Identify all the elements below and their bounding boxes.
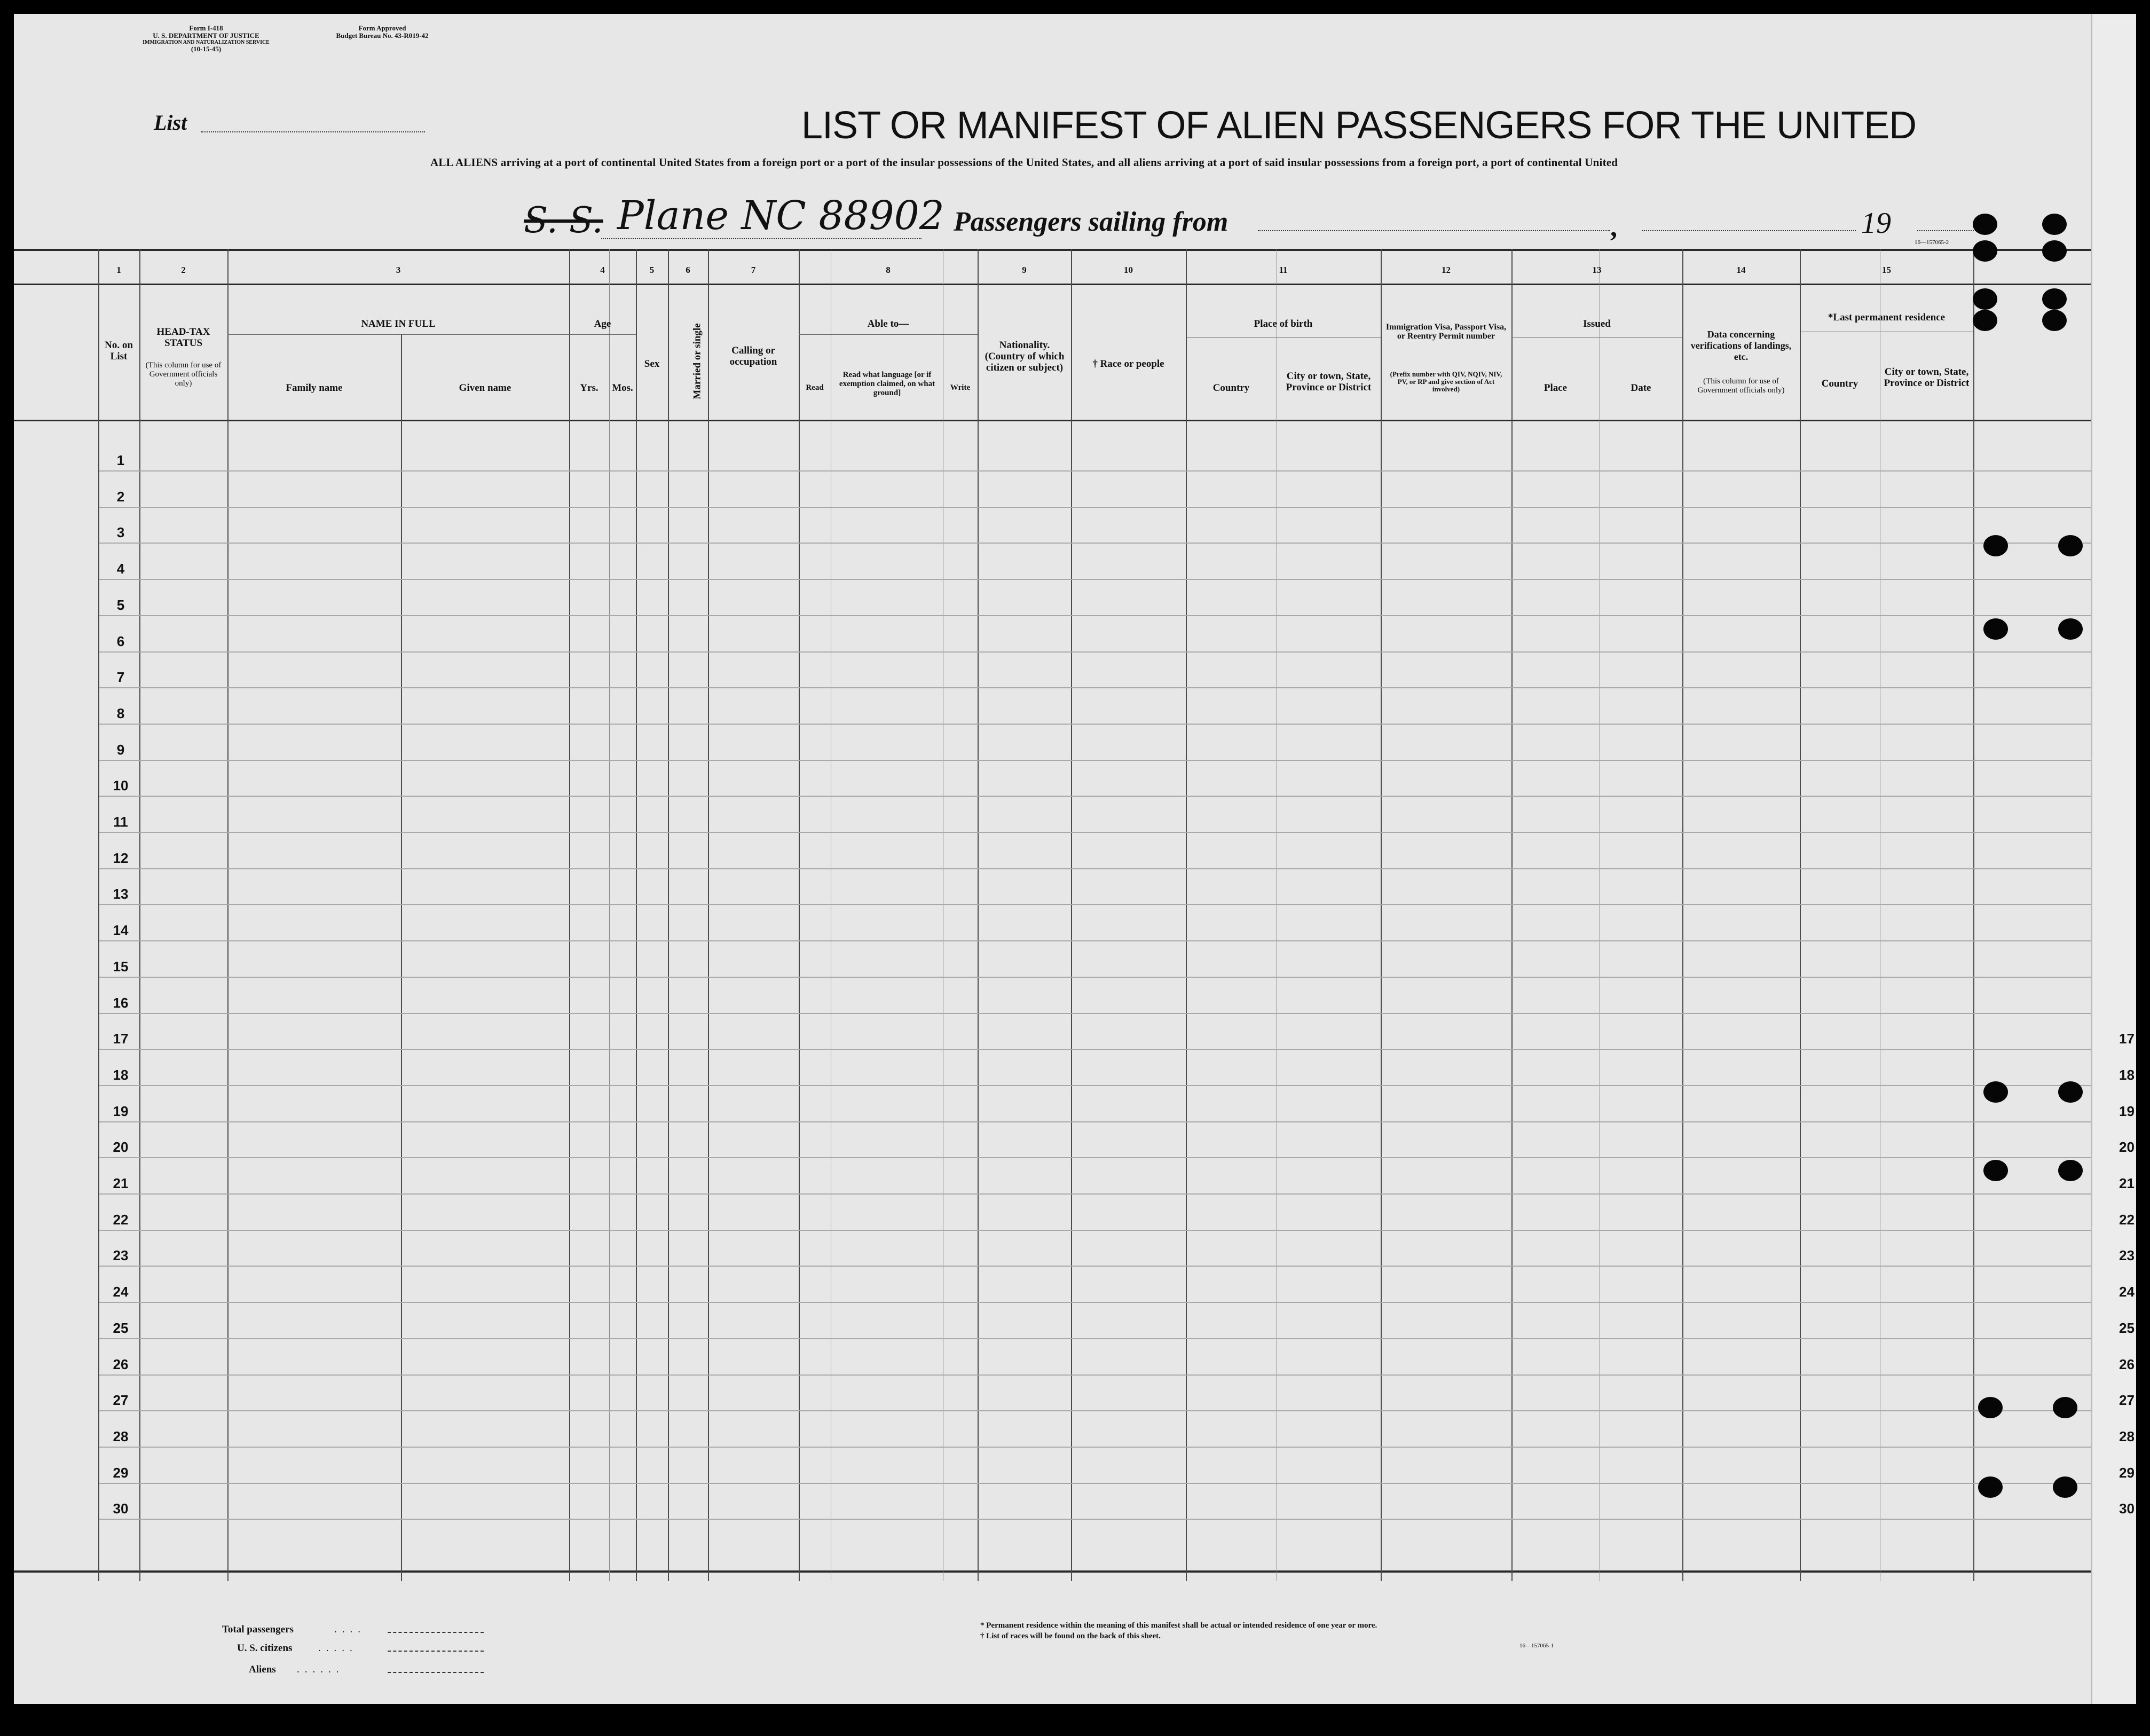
col-sex: Sex [644, 358, 660, 370]
col-birth-city: City or town, State, Province or District [1286, 371, 1372, 393]
punch-hole [2042, 214, 2067, 235]
table-row[interactable] [99, 615, 2099, 616]
col-line [1186, 249, 1187, 1581]
table-row[interactable] [99, 940, 2099, 941]
table-row[interactable] [99, 1447, 2099, 1448]
col-married-single: Married or single [691, 323, 703, 399]
punch-hole [1983, 1081, 2008, 1103]
strip-row-number: 24 [2119, 1284, 2135, 1300]
col-race: † Race or people [1092, 358, 1164, 370]
row-number: 20 [113, 1139, 129, 1155]
strip-row-number: 20 [2119, 1139, 2135, 1155]
strip-row-number: 18 [2119, 1067, 2135, 1083]
table-row[interactable] [99, 470, 2099, 472]
col-line [139, 249, 140, 1581]
col-line [1511, 249, 1513, 1581]
subdivider [227, 334, 569, 335]
row-number: 14 [113, 922, 129, 938]
vessel-line [601, 238, 922, 239]
punch-hole [1973, 214, 1997, 235]
row-number: 5 [116, 597, 125, 613]
col-calling: Calling or occupation [729, 345, 777, 367]
footnote-races: † List of races will be found on the back of this sheet. [980, 1632, 1161, 1640]
print-code-bottom: 16—157065-1 [1519, 1643, 1554, 1649]
col-read-language: Read what language [or if exemption claimed, on what ground] [839, 371, 935, 397]
table-row[interactable] [99, 543, 2099, 544]
table-row[interactable] [99, 724, 2099, 725]
col-head-tax: HEAD-TAX STATUS [156, 326, 210, 349]
subtitle: ALL ALIENS arriving at a port of continental United States from a foreign port or a port of the insular possessions of the United States, and all aliens arriving at a port of said insular possessions from a foreign port, a port of continental United [430, 156, 1618, 169]
table-row[interactable] [99, 1121, 2099, 1122]
row-number: 7 [116, 669, 125, 685]
col-age-yrs: Yrs. [580, 382, 598, 394]
strip-row-number: 27 [2119, 1392, 2135, 1408]
col-nationality: Nationality. (Country of which citizen or subject) [985, 340, 1065, 373]
punch-hole [2058, 1081, 2083, 1103]
col-birth-country: Country [1212, 382, 1250, 394]
punch-hole [1983, 618, 2008, 640]
table-row[interactable] [99, 651, 2099, 653]
table-row[interactable] [99, 507, 2099, 508]
manifest-sheet [14, 14, 2136, 1704]
punch-hole [2058, 618, 2083, 640]
col-line [98, 249, 99, 1581]
bottom-rule [14, 1570, 2091, 1573]
table-row[interactable] [99, 1193, 2099, 1195]
col-no-on-list: No. on List [105, 340, 133, 362]
print-code-top: 16—157065-2 [1915, 239, 1949, 246]
sailing-date-field[interactable] [1642, 230, 1856, 231]
punch-hole [1973, 240, 1997, 262]
table-row[interactable] [99, 1519, 2099, 1520]
table-row[interactable] [99, 904, 2099, 905]
punch-hole [2053, 1476, 2077, 1498]
col-issued-date: Date [1631, 382, 1651, 394]
aliens-label: Aliens [249, 1664, 276, 1675]
punch-hole [2042, 240, 2067, 262]
col-head-tax-note: (This column for use of Government officials only) [145, 361, 222, 388]
leader-dots: ...... [297, 1664, 344, 1675]
row-number: 9 [116, 742, 125, 758]
col-line [1071, 249, 1072, 1581]
col-number: 7 [751, 265, 756, 275]
table-row[interactable] [99, 832, 2099, 833]
col-number: 11 [1279, 265, 1288, 275]
row-number: 19 [113, 1103, 129, 1119]
col-line [668, 249, 669, 1581]
leader-dots: ..... [318, 1643, 358, 1654]
row-number: 24 [113, 1284, 129, 1300]
row-number: 1 [116, 452, 125, 468]
col-residence-country: Country [1821, 378, 1858, 389]
punch-hole [2058, 535, 2083, 556]
top-rule [14, 249, 2091, 251]
vessel-prefix: S. S. [524, 200, 603, 241]
punch-hole [1983, 1160, 2008, 1181]
page-title: LIST OR MANIFEST OF ALIEN PASSENGERS FOR THE UNITED [801, 104, 1917, 147]
row-number: 18 [113, 1067, 129, 1083]
row-number: 16 [113, 995, 129, 1011]
col-number: 13 [1592, 265, 1602, 275]
table-row[interactable] [99, 579, 2099, 580]
punch-hole [2042, 310, 2067, 331]
total-passengers-label: Total passengers [222, 1624, 294, 1635]
punch-hole [1973, 288, 1997, 310]
aliens-field[interactable] [388, 1672, 484, 1673]
us-citizens-field[interactable] [388, 1651, 484, 1652]
row-number: 12 [113, 850, 129, 866]
form-approved: Form Approved [358, 24, 406, 32]
punch-hole [1978, 1397, 2003, 1418]
col-number: 12 [1442, 265, 1451, 275]
col-number: 6 [686, 265, 690, 275]
col-line [227, 249, 229, 1581]
row-number: 22 [113, 1212, 129, 1228]
col-line [636, 249, 637, 1581]
col-verification-note: (This column for use of Government officials only) [1697, 377, 1785, 395]
col-name-in-full: NAME IN FULL [361, 318, 436, 329]
row-number: 10 [113, 777, 129, 794]
punch-hole [2053, 1397, 2077, 1418]
row-number: 26 [113, 1356, 129, 1372]
col-number: 3 [396, 265, 401, 275]
comma-sep: , [1610, 212, 1617, 242]
punch-hole [1983, 535, 2008, 556]
col-line [609, 249, 610, 1581]
row-number: 25 [113, 1320, 129, 1336]
sailing-from-field[interactable] [1258, 230, 1610, 231]
strip-row-number: 19 [2119, 1103, 2135, 1119]
row-number: 13 [113, 886, 129, 902]
row-number: 15 [113, 959, 129, 975]
row-number: 17 [113, 1031, 129, 1047]
col-able-to: Able to— [867, 318, 909, 329]
department: U. S. DEPARTMENT OF JUSTICE [153, 32, 259, 40]
table-row[interactable] [99, 1230, 2099, 1231]
table-row[interactable] [99, 1302, 2099, 1303]
strip-row-number: 28 [2119, 1428, 2135, 1444]
col-residence-city: City or town, State, Province or District [1884, 366, 1970, 389]
row-number: 21 [113, 1175, 129, 1191]
row-number: 23 [113, 1247, 129, 1263]
table-row[interactable] [99, 760, 2099, 761]
table-row[interactable] [99, 977, 2099, 978]
sailing-label: Passengers sailing from [954, 207, 1228, 237]
strip-row-number: 25 [2119, 1320, 2135, 1336]
footnote-residence: * Permanent residence within the meaning of this manifest shall be actual or intended residence of one year or more. [980, 1621, 1377, 1630]
col-family-name: Family name [286, 382, 343, 394]
strip-row-number: 22 [2119, 1212, 2135, 1228]
subdivider [569, 334, 636, 335]
row-number: 28 [113, 1428, 129, 1444]
row-number: 27 [113, 1392, 129, 1408]
col-number: 10 [1124, 265, 1133, 275]
budget-bureau: Budget Bureau No. 43-R019-42 [336, 32, 429, 40]
header-rule [14, 284, 2091, 285]
vessel-name[interactable]: Plane NC 88902 [617, 193, 944, 239]
year-label: 19 [1861, 207, 1891, 240]
row-number: 8 [116, 705, 125, 721]
strip-row-number: 17 [2119, 1031, 2135, 1047]
table-row[interactable] [99, 868, 2099, 869]
col-age-mos: Mos. [612, 382, 633, 394]
table-row[interactable] [99, 796, 2099, 797]
col-number: 2 [181, 265, 186, 275]
row-number: 2 [116, 489, 125, 505]
col-write: Write [950, 383, 971, 392]
row-number: 11 [113, 814, 128, 830]
table-row[interactable] [99, 1049, 2099, 1050]
header-bottom-rule [14, 420, 2091, 421]
col-last-residence: *Last permanent residence [1828, 312, 1946, 323]
col-line [1800, 249, 1801, 1581]
col-number: 15 [1882, 265, 1891, 275]
col-line [799, 249, 800, 1581]
leader-dots: .... [334, 1624, 366, 1635]
col-issued-place: Place [1543, 382, 1568, 394]
row-number: 30 [113, 1501, 129, 1517]
col-place-of-birth: Place of birth [1254, 318, 1313, 329]
col-number: 14 [1736, 265, 1746, 275]
punch-hole [1973, 310, 1997, 331]
row-number: 29 [113, 1465, 129, 1481]
us-citizens-label: U. S. citizens [237, 1643, 293, 1654]
table-row[interactable] [99, 1410, 2099, 1411]
col-verification: Data concerning verifications of landings, etc. [1690, 329, 1792, 362]
col-number: 1 [116, 265, 121, 275]
table-row[interactable] [99, 1338, 2099, 1339]
table-row[interactable] [99, 687, 2099, 688]
col-line [978, 249, 979, 1581]
strip-row-number: 29 [2119, 1465, 2135, 1481]
punch-hole [1978, 1476, 2003, 1498]
punch-hole [2042, 288, 2067, 310]
col-visa: Immigration Visa, Passport Visa, or Reentry Permit number [1385, 323, 1507, 341]
col-line [1682, 249, 1683, 1581]
row-number: 3 [116, 524, 125, 540]
col-number: 4 [600, 265, 605, 275]
strip-row-number: 23 [2119, 1247, 2135, 1263]
row-number: 6 [116, 633, 125, 649]
date-code: (10-15-45) [191, 45, 222, 53]
col-read: Read [806, 383, 824, 392]
col-issued: Issued [1583, 318, 1611, 329]
subdivider [799, 334, 978, 335]
list-field[interactable] [201, 131, 425, 132]
row-number: 4 [116, 561, 125, 577]
table-row[interactable] [99, 1374, 2099, 1376]
table-row[interactable] [99, 1013, 2099, 1014]
col-given-name: Given name [459, 382, 511, 394]
table-row[interactable] [99, 1085, 2099, 1086]
col-number: 5 [649, 265, 655, 275]
col-age: Age [594, 318, 611, 329]
table-row[interactable] [99, 1157, 2099, 1158]
strip-row-number: 30 [2119, 1501, 2135, 1517]
service: IMMIGRATION AND NATURALIZATION SERVICE [143, 40, 270, 45]
col-line [708, 249, 709, 1581]
col-number: 9 [1022, 265, 1027, 275]
list-label: List [154, 111, 187, 135]
col-line [569, 249, 570, 1581]
form-number: Form I-418 [189, 24, 223, 32]
strip-row-number: 21 [2119, 1175, 2135, 1191]
strip-row-number: 26 [2119, 1356, 2135, 1372]
next-page-strip [2091, 14, 2136, 1704]
col-number: 8 [886, 265, 891, 275]
punch-hole [2058, 1160, 2083, 1181]
col-line [401, 334, 402, 1581]
col-visa-note: (Prefix number with QIV, NQIV, NIV, PV, or RP and give section of Act involved) [1390, 370, 1502, 393]
col-line [1973, 249, 1974, 1581]
total-passengers-field[interactable] [388, 1632, 484, 1633]
col-line [1381, 249, 1382, 1581]
table-row[interactable] [99, 1266, 2099, 1267]
table-row[interactable] [99, 1483, 2099, 1484]
